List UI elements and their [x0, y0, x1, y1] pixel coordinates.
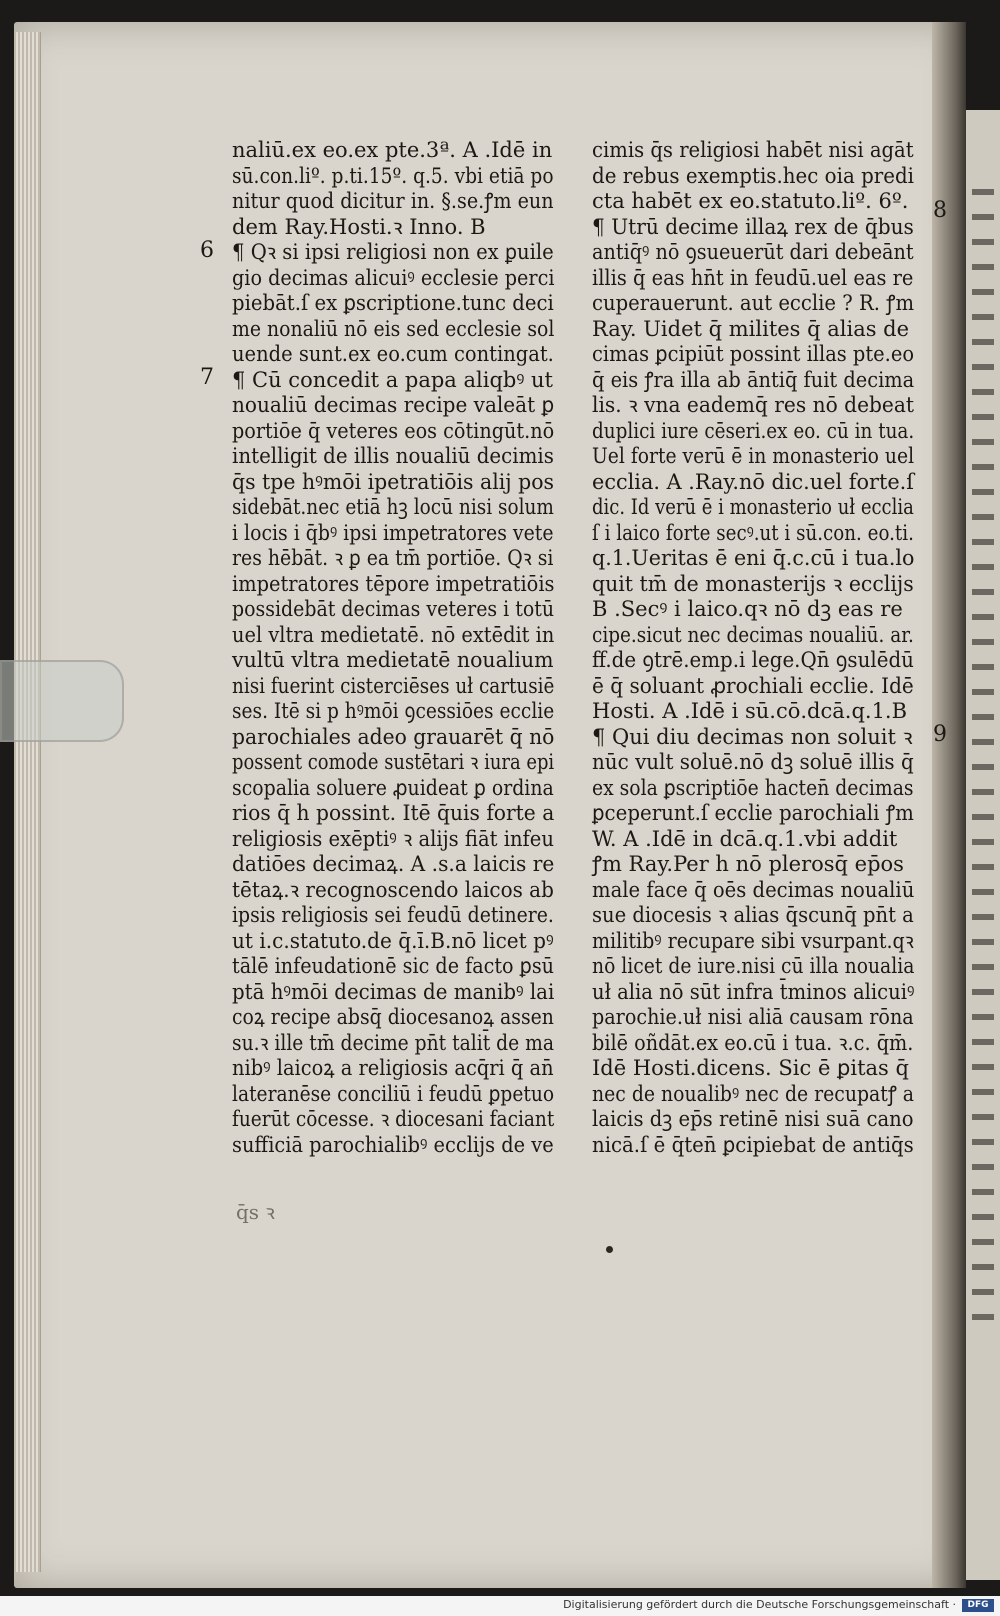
- margin-number-9: 9: [933, 722, 947, 747]
- text-line: ¶ Cū concedit a papa aliqbꝰ ut: [232, 367, 553, 392]
- catchword: q̄s ꝛ: [236, 1200, 275, 1224]
- text-line: parochie.uł nisi aliā causam rōna: [592, 1005, 914, 1029]
- text-line: antiq̄ꝰ nō ꝯsueuerūt dari debeānt: [592, 240, 914, 264]
- text-line: uł alia nō sūt infra t̄minos alicuiꝰ: [592, 979, 915, 1004]
- text-line: B .Secꝰ i laico.qꝛ nō dꝫ eas re: [592, 597, 903, 621]
- text-line: q.1.Ueritas ē eni q̄.c.cū i tua.lo: [592, 546, 915, 570]
- text-line: impetratores tēpore impetratiōis: [232, 571, 555, 596]
- text-line: cimis q̄s religiosi habēt nisi agāt: [592, 138, 914, 162]
- text-line: gio decimas alicuiꝰ ecclesie perci: [232, 265, 555, 290]
- text-line: cuperauerunt. aut ecclie ? R. ꝭm: [592, 291, 915, 315]
- margin-number-8: 8: [933, 198, 947, 223]
- margin-number-6: 6: [200, 238, 214, 263]
- text-line: ſ i laico forte secꝰ.ut i sū.con. eo.ti.: [592, 520, 914, 545]
- right-text-column: [592, 138, 968, 1158]
- text-line: q̄s tpe hꝰmōi ipetratiōis alij pos: [232, 469, 555, 494]
- text-line: coꝝ recipe absq̄ diocesanoꝝ assen: [232, 1005, 554, 1029]
- text-line: q̄ eis ꝭra illa ab āntiq̄ fuit decima: [592, 367, 915, 392]
- left-text-column: [232, 138, 609, 1158]
- text-line: Ray. Uidet q̄ milites q̄ alias de: [592, 316, 910, 341]
- next-page-text-fragment: [972, 170, 994, 1320]
- text-line: ff.de ꝯtrē.emp.i lege.Qn̄ ꝯsulēdū: [592, 648, 914, 672]
- text-line: fuerūt cōcesse. ꝛ diocesani faciant: [232, 1107, 555, 1131]
- text-line: tētaꝝ.ꝛ recognoscendo laicos ab: [232, 877, 554, 902]
- text-line: ꝭm Ray.Per h nō plerosq̄ ep̄os: [592, 852, 904, 876]
- text-line: parochiales adeo grauarēt q̄ nō: [232, 724, 555, 749]
- footer-bar: [0, 1596, 1000, 1616]
- text-line: W. A .Idē in dcā.q.1.vbi addit: [592, 826, 898, 851]
- text-line: noualiū decimas recipe valeāt ꝑ: [232, 393, 555, 417]
- text-line: scopalia soluere ꝓuideat ꝑ ordina: [232, 775, 554, 800]
- text-line: laicis dꝫ ep̄s retinē nisi suā cano: [592, 1107, 914, 1131]
- text-line: ut i.c.statuto.de q̄.ī.B.nō licet pꝰ: [232, 928, 554, 953]
- text-line: ꝑceperunt.ſ ecclie parochiali ꝭm: [592, 801, 914, 825]
- text-line: nūc vult soluē.nō dꝫ soluē illis q̄: [592, 750, 914, 774]
- text-line: nō licet de iure.nisi cū illa noualia: [592, 954, 915, 978]
- text-line: nitur quod dicitur in. §.se.ꝭm eun: [232, 189, 554, 213]
- text-line: possent comode sustētari ꝛ iura epi: [232, 750, 555, 774]
- text-line: uel vltra medietatē. nō extēdit in: [232, 622, 555, 647]
- text-line: sue diocesis ꝛ alias q̄scunq̄ pn̄t a: [592, 903, 914, 927]
- text-line: ¶ Qꝛ si ipsi religiosi non ex ꝑuile: [232, 240, 554, 264]
- ink-dot: [606, 1246, 613, 1253]
- text-line: cimas ꝑcipiūt possint illas pte.eo: [592, 342, 915, 366]
- text-line: sidebāt.nec etiā hꝫ locū nisi solum: [232, 495, 554, 519]
- text-line: ipsis religiosis sei feudū detinere.: [232, 903, 554, 927]
- dfg-logo: DFG: [962, 1599, 994, 1612]
- text-line: cipe.sicut nec decimas noualiū. ar.: [592, 622, 914, 647]
- text-line: duplici iure cēseri.ex eo. cū in tua.: [592, 418, 915, 443]
- text-line: tālē infeudationē sic de facto ꝑsū: [232, 954, 554, 978]
- text-line: naliū.ex eo.ex pte.3ª. A .Idē in: [232, 138, 553, 162]
- text-line: bilē oñdāt.ex eo.cū i tua. ꝛ.c. q̄m̄.: [592, 1030, 914, 1055]
- footer-credit: Digitalisierung gefördert durch die Deutsche Forschungsgemeinschaft ·: [563, 1598, 956, 1611]
- text-line: ¶ Qui diu decimas non soluit ꝛ: [592, 724, 913, 749]
- text-line: lis. ꝛ vna eademq̄ res nō debeat: [592, 393, 915, 417]
- text-line: datiōes decimaꝝ. A .s.a laicis re: [232, 852, 555, 876]
- page-clip: [0, 660, 124, 742]
- text-line: nicā.ſ ē q̄ten̄ ꝑcipiebat de antiq̄s: [592, 1132, 914, 1157]
- text-line: ex sola ꝑscriptiōe hacten̄ decimas: [592, 775, 914, 800]
- margin-number-7: 7: [200, 365, 214, 390]
- text-line: male face q̄ oēs decimas noualiū: [592, 877, 915, 902]
- text-line: cta habēt ex eo.statuto.liº. 6º.: [592, 189, 909, 213]
- text-line: res hēbāt. ꝛ ꝑ ea tm̄ portiōe. Qꝛ si: [232, 546, 554, 570]
- text-line: nibꝰ laicoꝝ a religiosis acq̄ri q̄ an̄: [232, 1056, 554, 1080]
- text-line: dic. Id verū ē i monasterio uł ecclia: [592, 495, 914, 519]
- text-line: nec de noualibꝰ nec de recupatꝭ a: [592, 1081, 914, 1106]
- text-line: portiōe q̄ veteres eos cōtingūt.nō: [232, 418, 555, 443]
- text-line: nisi fuerint cisterciēses uł cartusiē: [232, 673, 555, 698]
- text-line: i locis i q̄bꝰ ipsi impetratores vete: [232, 520, 554, 545]
- text-line: ses. Itē si p hꝰmōi ꝯcessiōes ecclie: [232, 699, 555, 723]
- text-line: sū.con.liº. p.ti.15º. q.5. vbi etiā po: [232, 163, 554, 188]
- text-line: intelligit de illis noualiū decimis: [232, 444, 554, 468]
- text-line: Uel forte verū ē in monasterio uel: [592, 444, 915, 468]
- page-edges: [14, 32, 41, 1572]
- text-line: quit tm̄ de monasterijs ꝛ ecclijs: [592, 571, 914, 596]
- text-line: uende sunt.ex eo.cum contingat.: [232, 342, 554, 366]
- text-line: ecclia. A .Ray.nō dic.uel forte.ſ: [592, 469, 914, 494]
- text-line: lateranēse conciliū i feudū ꝑpetuo: [232, 1081, 555, 1106]
- text-line: vultū vltra medietatē noualium: [232, 648, 554, 672]
- text-line: militibꝰ recupare sibi vsurpant.qꝛ: [592, 928, 914, 953]
- text-line: religiosis exēptiꝰ ꝛ alijs fiāt infeu: [232, 826, 554, 851]
- text-line: piebāt.ſ ex ꝑscriptione.tunc deci: [232, 291, 554, 315]
- text-line: illis q̄ eas hn̄t in feudū.uel eas re: [592, 265, 914, 290]
- text-line: Idē Hosti.dicens. Sic ē ꝑitas q̄: [592, 1056, 909, 1080]
- text-line: Hosti. A .Idē i sū.cō.dcā.q.1.B: [592, 699, 908, 723]
- text-line: rios q̄ h possint. Itē q̄uis forte a: [232, 801, 555, 825]
- text-line: sufficiā parochialibꝰ ecclijs de ve: [232, 1132, 554, 1157]
- text-line: ē q̄ soluant ꝓrochiali ecclie. Idē: [592, 673, 914, 698]
- text-line: ptā hꝰmōi decimas de manibꝰ lai: [232, 979, 555, 1004]
- text-line: su.ꝛ ille tm̄ decime pn̄t talit̄ de ma: [232, 1030, 555, 1055]
- text-line: dem Ray.Hosti.ꝛ Inno. B: [232, 214, 486, 239]
- text-line: de rebus exemptis.hec oia predi: [592, 163, 915, 188]
- text-line: me nonaliū nō eis sed ecclesie sol: [232, 316, 555, 341]
- text-line: ¶ Utrū decime illaꝝ rex de q̄bus: [592, 214, 914, 239]
- text-line: possidebāt decimas veteres i totū: [232, 597, 555, 621]
